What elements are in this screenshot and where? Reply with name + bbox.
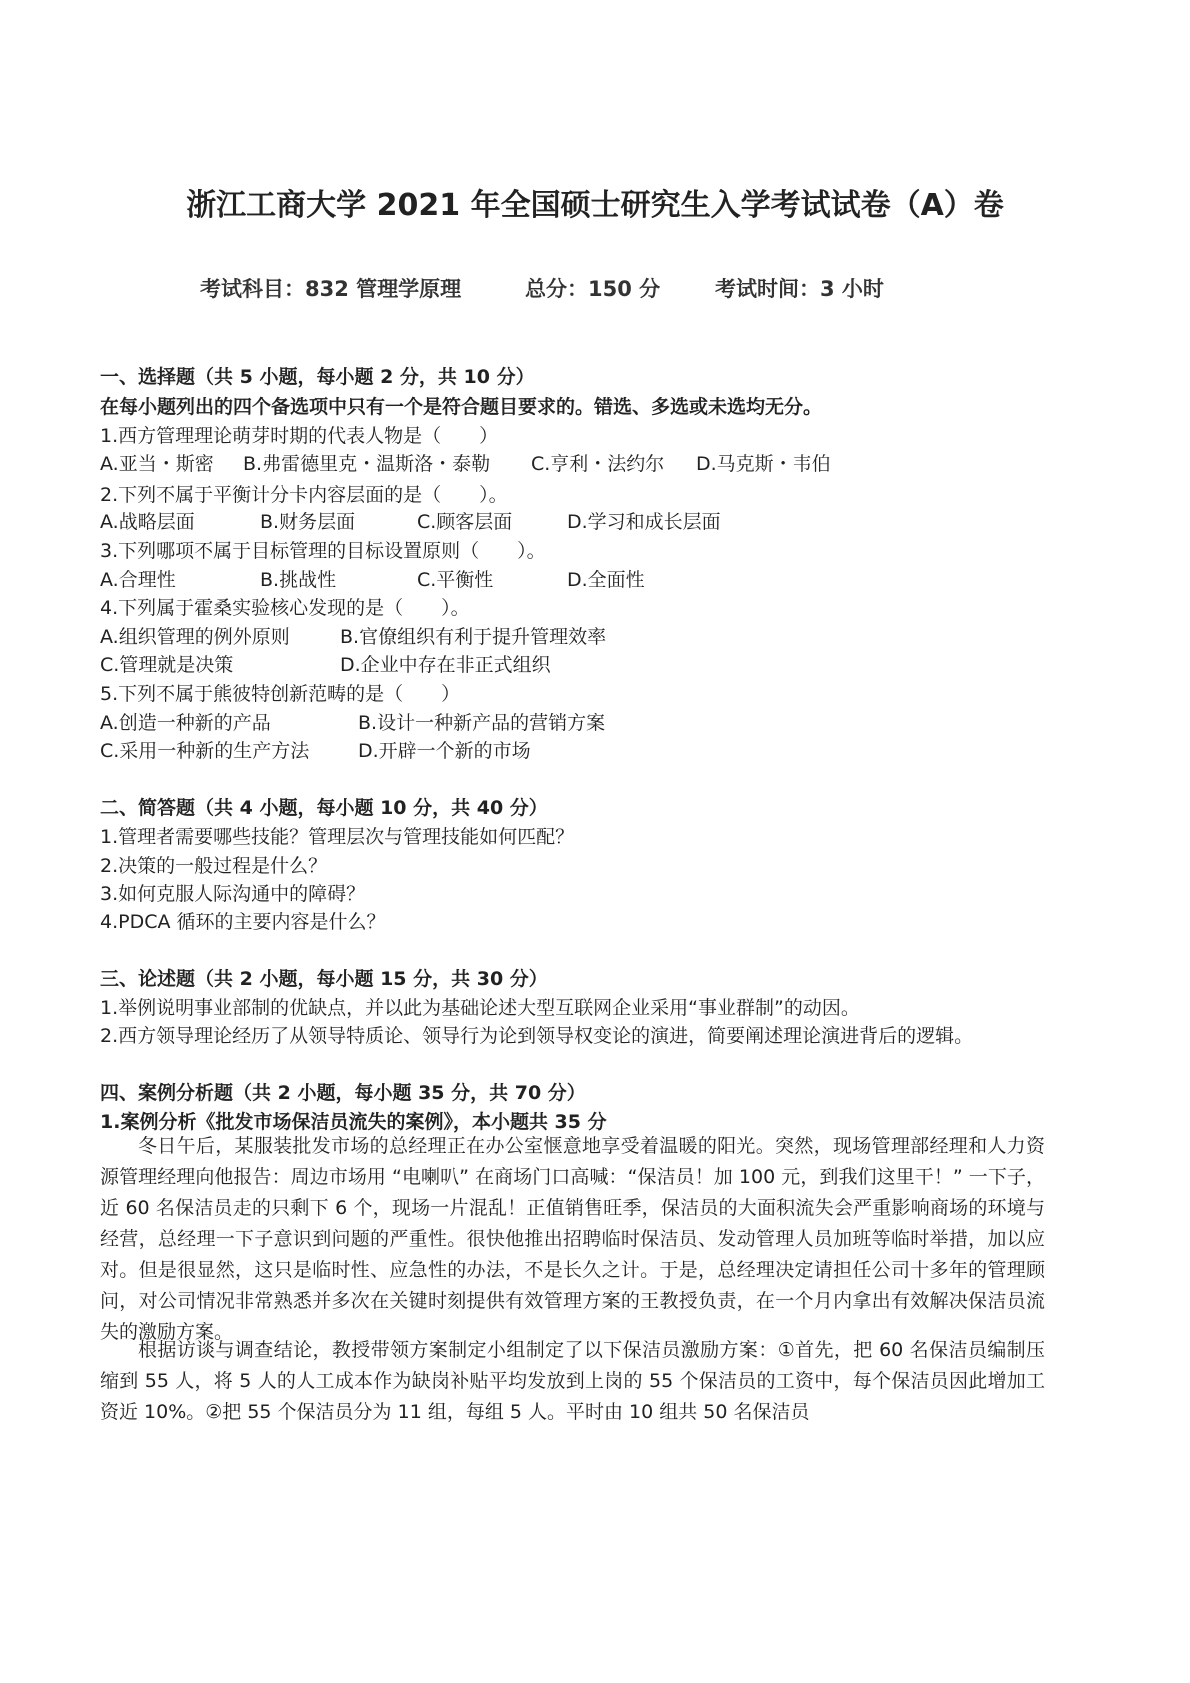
option: C.亨利・法约尔 <box>531 453 665 475</box>
section1-instruction: 在每小题列出的四个备选项中只有一个是符合题目要求的。错选、多选或未选均无分。 <box>100 396 823 418</box>
option: C.采用一种新的生产方法 <box>100 740 310 762</box>
short-question-3: 3.如何克服人际沟通中的障碍？ <box>100 883 366 905</box>
option: A.亚当・斯密 <box>100 453 214 475</box>
essay-question-2: 2.西方领导理论经历了从领导特质论、领导行为论到领导权变论的演进，简要阐述理论演进背后的逻辑。 <box>100 1025 974 1047</box>
option: D.马克斯・韦伯 <box>696 453 831 475</box>
essay-question-1: 1.举例说明事业部制的优缺点，并以此为基础论述大型互联网企业采用“事业群制”的动因。 <box>100 997 860 1019</box>
question-5-options-cd <box>100 736 531 763</box>
option: D.开辟一个新的市场 <box>358 740 531 762</box>
option: C.平衡性 <box>417 569 494 591</box>
option: A.合理性 <box>100 569 176 591</box>
section2-heading: 二、简答题（共 4 小题，每小题 10 分，共 40 分） <box>100 797 548 819</box>
question-5-options-ab <box>100 708 605 735</box>
option: A.战略层面 <box>100 511 195 533</box>
section3-heading: 三、论述题（共 2 小题，每小题 15 分，共 30 分） <box>100 968 548 990</box>
exam-duration: 考试时间：3 小时 <box>715 277 884 301</box>
exam-subject: 考试科目：832 管理学原理 <box>200 277 462 301</box>
exam-total-score: 总分：150 分 <box>525 277 661 301</box>
case-title: 1.案例分析《批发市场保洁员流失的案例》，本小题共 35 分 <box>100 1111 607 1133</box>
question-4-options-ab <box>100 622 606 649</box>
case-paragraph-1: 冬日午后，某服装批发市场的总经理正在办公室惬意地享受着温暖的阳光。突然，现场管理部经理和人力资源管理经理向他报告：周边市场用 “电喇叭” 在商场门口高喊：“保洁员！加 100 元，到我们这里干！” 一下子，近 60 名保洁员走的只剩下 6 个，现场一片混乱！正值销售旺季，保洁员的大面积流失会严重影响商场的环境与经营，总经理一下子意识到问题的严重性。很快他推出招聘临时保洁员、发动管理人员加班等临时举措，加以应对。但是很显然，这只是临时性、应急性的办法，不是长久之计。于是，总经理决定请担任公司十多年的管理顾问，对公司情况非常熟悉并多次在关键时刻提供有效管理方案的王教授负责，在一个月内拿出有效解决保洁员流失的激励方案。 <box>100 1135 1045 1343</box>
option: A.组织管理的例外原则 <box>100 626 290 648</box>
short-question-2: 2.决策的一般过程是什么？ <box>100 855 328 877</box>
question-2: 2.下列不属于平衡计分卡内容层面的是（ ）。 <box>100 484 508 506</box>
option: B.官僚组织有利于提升管理效率 <box>340 626 607 648</box>
case-paragraph-2: 根据访谈与调查结论，教授带领方案制定小组制定了以下保洁员激励方案：①首先，把 60 名保洁员编制压缩到 55 人，将 5 人的人工成本作为缺岗补贴平均发放到上岗的 55 个保洁员的工资中，每个保洁员因此增加工资近 10%。②把 55 个保洁员分为 11 组，每组 5 人。平时由 10 组共 50 名保洁员 <box>100 1339 1045 1423</box>
option: B.弗雷德里克・温斯洛・泰勒 <box>243 453 491 475</box>
question-1-options <box>100 449 831 476</box>
option: D.学习和成长层面 <box>567 511 721 533</box>
option: B.设计一种新产品的营销方案 <box>358 712 606 734</box>
question-3-options <box>100 565 645 592</box>
option: A.创造一种新的产品 <box>100 712 271 734</box>
question-2-options <box>100 507 721 534</box>
question-5: 5.下列不属于熊彼特创新范畴的是（ ） <box>100 683 461 705</box>
option: B.挑战性 <box>260 569 337 591</box>
option: C.管理就是决策 <box>100 654 234 676</box>
exam-meta <box>200 273 884 303</box>
section1-heading: 一、选择题（共 5 小题，每小题 2 分，共 10 分） <box>100 366 535 388</box>
option: D.全面性 <box>567 569 645 591</box>
question-1: 1.西方管理理论萌芽时期的代表人物是（ ） <box>100 425 499 447</box>
question-3: 3.下列哪项不属于目标管理的目标设置原则（ ）。 <box>100 540 546 562</box>
short-question-4: 4.PDCA 循环的主要内容是什么？ <box>100 911 386 933</box>
section4-heading: 四、案例分析题（共 2 小题，每小题 35 分，共 70 分） <box>100 1082 586 1104</box>
exam-title: 浙江工商大学 2021 年全国硕士研究生入学考试试卷（A）卷 <box>186 188 1004 223</box>
question-4: 4.下列属于霍桑实验核心发现的是（ ）。 <box>100 597 470 619</box>
option: C.顾客层面 <box>417 511 513 533</box>
option: D.企业中存在非正式组织 <box>340 654 551 676</box>
question-4-options-cd <box>100 650 551 677</box>
short-question-1: 1.管理者需要哪些技能？管理层次与管理技能如何匹配？ <box>100 826 575 848</box>
option: B.财务层面 <box>260 511 356 533</box>
